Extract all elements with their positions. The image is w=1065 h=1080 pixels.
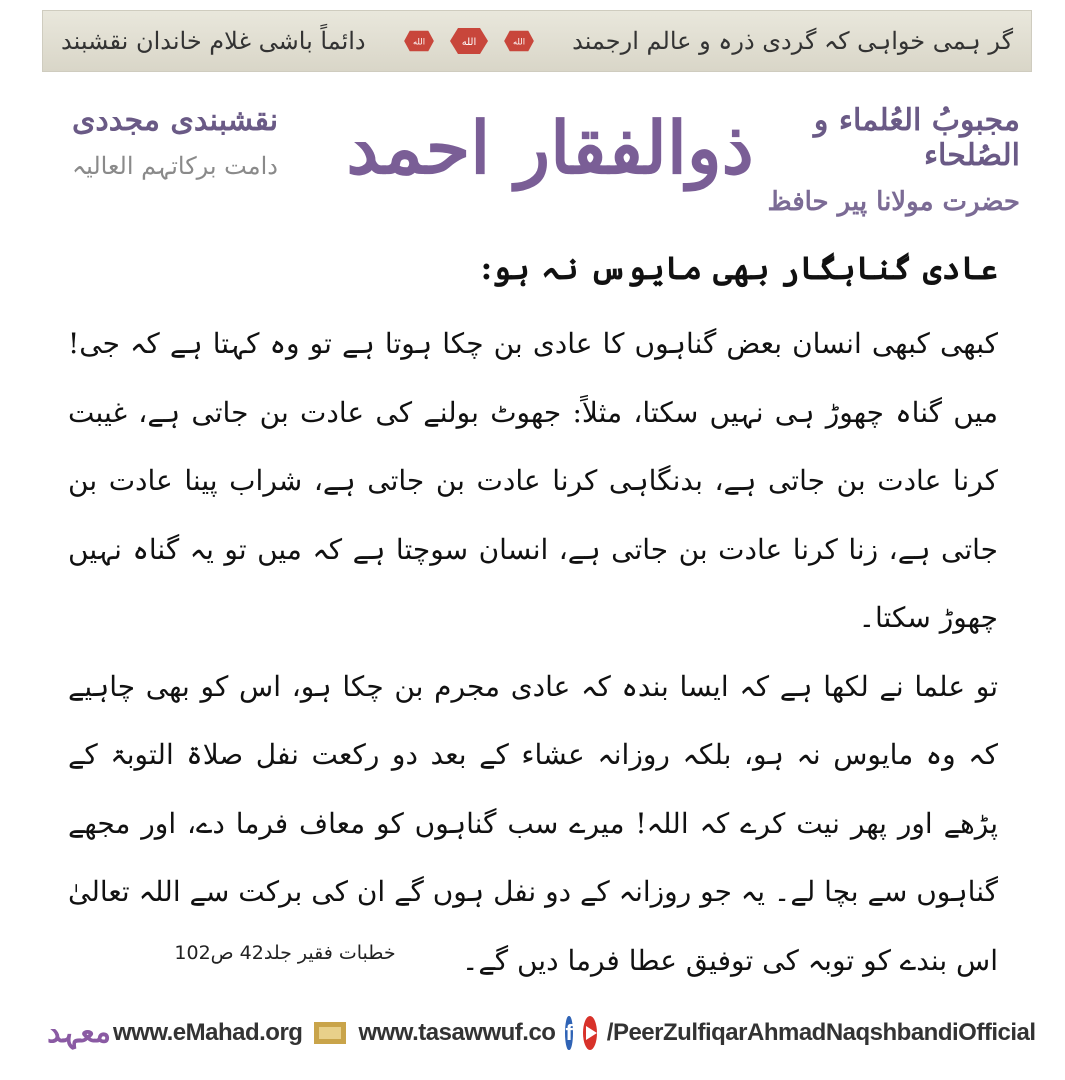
- allah-seal-icon: [500, 28, 538, 54]
- paragraph-1: کبھی کبھی انسان بعض گناہوں کا عادی بن چکا ہوتا ہے تو وہ کہتا ہے کہ جی! میں گناہ چھوڑ ہی نہیں سکتا، مثلاً: جھوٹ بولنے کی عادت بن جاتی ہے، غیبت کرنا عادت بن جاتی ہے، بدنگاہی کرنا عادت بن جاتی ہے، شراب پینا عادت بن جاتی ہے، زنا کرنا عادت بن جاتی ہے، انسان سوچتا ہے کہ میں تو یہ گناہ نہیں چھوڑ سکتا۔: [68, 327, 998, 634]
- svg-text:الله: الله: [412, 36, 425, 47]
- facebook-icon[interactable]: f: [565, 1016, 572, 1050]
- honorific-block: [765, 103, 1020, 217]
- emahad-logo: معہد: [47, 1015, 111, 1050]
- article-body: [68, 310, 998, 995]
- social-handle-link[interactable]: /PeerZulfiqarAhmadNaqshbandiOfficial: [606, 1018, 1036, 1046]
- svg-text:الله: الله: [461, 37, 477, 48]
- paragraph-2: تو علما نے لکھا ہے کہ ایسا بندہ کہ عادی مجرم بن چکا ہو، اس کو بھی چاہیے کہ وہ مایوس نہ ہو، بلکہ روزانہ عشاء کے بعد دو رکعت نفل صلاۃ التوبۃ کے پڑھے اور پھر نیت کرے کہ اللہ! میرے سب گناہوں کو معاف فرما دے، اور مجھے گناہوں سے بچا لے۔ یہ جو روزانہ کے دو نفل ہوں گے ان کی برکت سے اللہ تعالیٰ اس بندے کو توبہ کی توفیق عطا فرما دیں گے۔: [68, 669, 998, 977]
- tasawwuf-link[interactable]: www.tasawwuf.co: [358, 1018, 556, 1046]
- article: [68, 238, 998, 995]
- svg-text:الله: الله: [512, 36, 525, 47]
- honorific-prefix: حضرت مولانا پیر حافظ: [767, 187, 1020, 217]
- lineage-title: نقشبندی مجددی: [71, 103, 279, 138]
- header-title: [55, 95, 1020, 225]
- blessing-text: دامت برکاتہم العالیہ: [72, 152, 278, 180]
- article-heading: عادی گناہگار بھی مایوس نہ ہو:: [480, 249, 998, 287]
- emahad-link[interactable]: www.eMahad.org: [113, 1018, 303, 1046]
- seal-group: [400, 25, 538, 57]
- top-banner: [42, 10, 1032, 72]
- honorific-title: مجبوبُ العُلماء و الصُلحاء: [813, 103, 1020, 173]
- allah-seal-center-icon: [446, 25, 492, 57]
- banner-couplet-right: گر ہمی خواہی کہ گردی ذرہ و عالم ارجمند: [572, 27, 1013, 55]
- banner-couplet-left: دائماً باشی غلام خاندان نقشبند: [61, 27, 366, 55]
- footer: [47, 1000, 1036, 1065]
- tasawwuf-logo-icon: [312, 1018, 348, 1048]
- scholar-name: ذوالفقار احمد: [346, 105, 754, 190]
- allah-seal-icon: [400, 28, 438, 54]
- lineage-block: [55, 103, 295, 180]
- source-reference: خطبات فقیر جلد42 ص102: [174, 942, 396, 964]
- youtube-icon[interactable]: [583, 1016, 597, 1050]
